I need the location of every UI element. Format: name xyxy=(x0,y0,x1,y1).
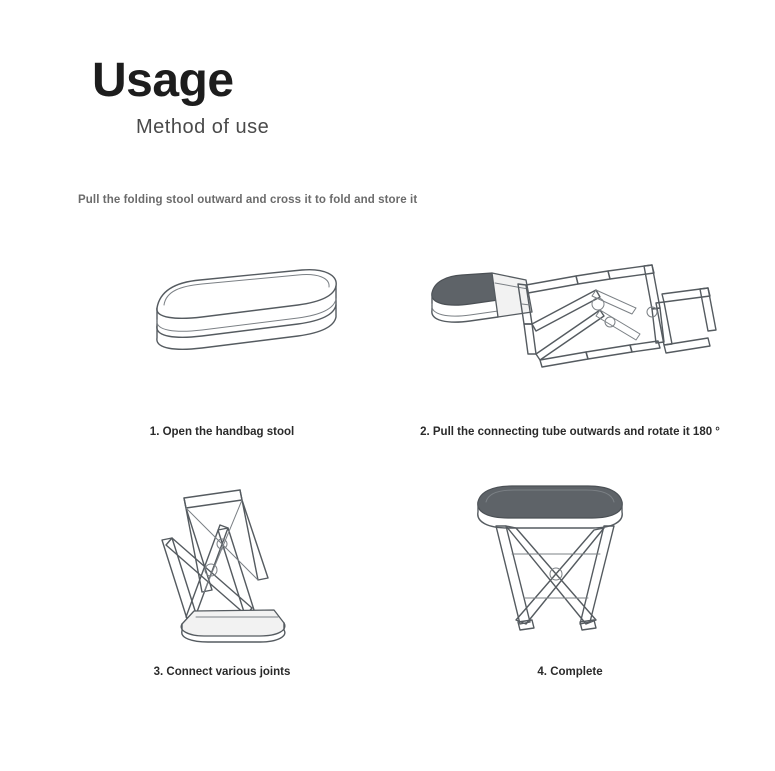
step-caption-3: 3. Connect various joints xyxy=(153,666,291,678)
stool-tubes-extended-illustration xyxy=(400,238,740,418)
intro-text: Pull the folding stool outward and cross it to fold and store it xyxy=(78,194,418,206)
step-item-1 xyxy=(52,238,392,453)
stool-assembled-illustration xyxy=(400,478,740,658)
stool-frame-crossed-illustration xyxy=(52,478,392,658)
step-caption-1: 1. Open the handbag stool xyxy=(149,426,295,438)
step-caption-4: 4. Complete xyxy=(537,666,603,678)
page-title: Usage xyxy=(92,54,234,107)
page-subtitle: Method of use xyxy=(136,116,270,138)
step-item-4 xyxy=(400,478,740,693)
step-item-2 xyxy=(400,238,740,453)
step-caption-2: 2. Pull the connecting tube outwards and rotate it 180 ° xyxy=(420,426,720,438)
folded-stool-closed-illustration xyxy=(52,238,392,418)
step-item-3 xyxy=(52,478,392,693)
